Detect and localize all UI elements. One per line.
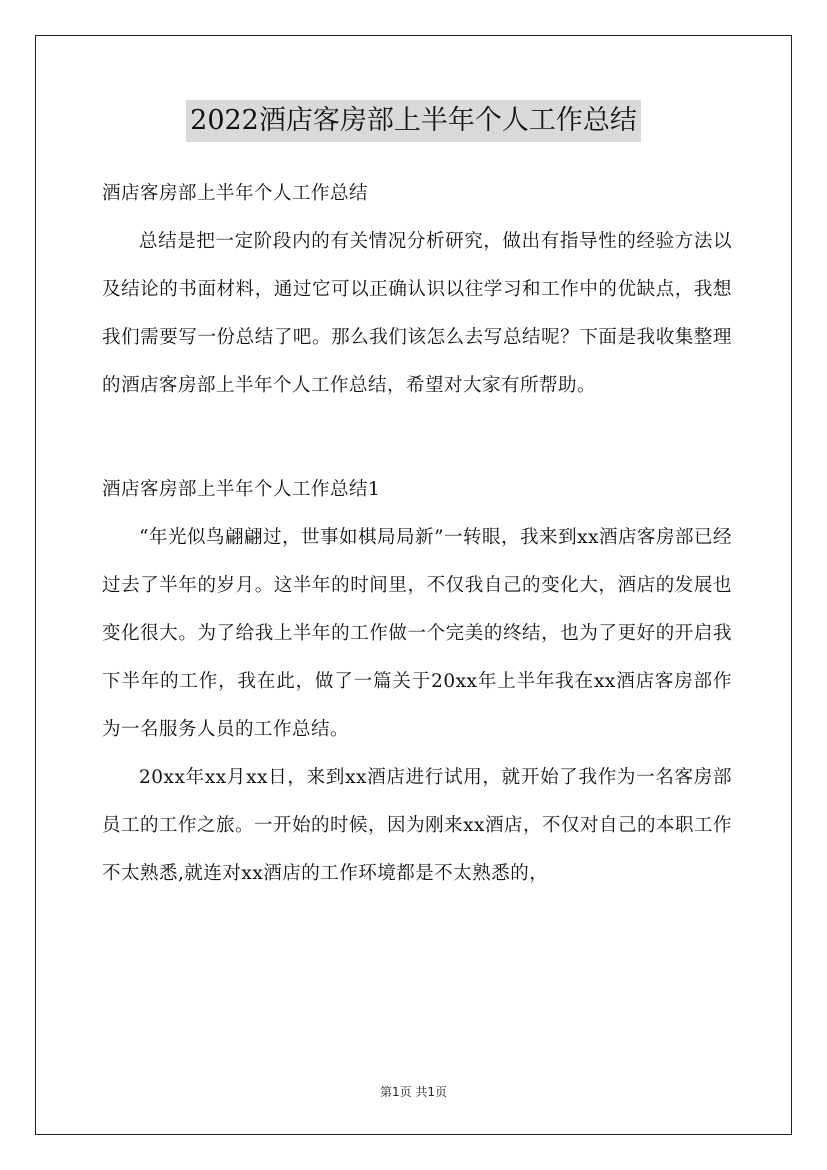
intro-paragraph: 总结是把一定阶段内的有关情况分析研究，做出有指导性的经验方法以及结论的书面材料，通过它可以正确认识以往学习和工作中的优缺点，我想我们需要写一份总结了吧。那么我们该怎么去写总结呢？下面是我收集整理的酒店客房部上半年个人工作总结，希望对大家有所帮助。 [102, 231, 732, 396]
document-body [102, 170, 732, 898]
section-paragraph-2: 20xx年xx月xx日，来到xx酒店进行试用，就开始了我作为一名客房部员工的工作之旅。一开始的时候，因为刚来xx酒店，不仅对自己的本职工作不太熟悉,就连对xx酒店的工作环境都是不太熟悉的， [102, 767, 732, 884]
paragraph-spacer [102, 410, 732, 466]
document-title: 2022酒店客房部上半年个人工作总结 [186, 100, 641, 142]
section-heading: 酒店客房部上半年个人工作总结1 [102, 479, 381, 500]
page-footer: 第1页 共1页 [379, 1085, 448, 1099]
document-subtitle: 酒店客房部上半年个人工作总结 [102, 183, 369, 204]
title-container [0, 100, 827, 142]
section-paragraph-1: “年光似鸟翩翩过，世事如棋局局新”一转眼，我来到xx酒店客房部已经过去了半年的岁月。这半年的时间里，不仅我自己的变化大，酒店的发展也变化很大。为了给我上半年的工作做一个完美的终结，也为了更好的开启我下半年的工作，我在此，做了一篇关于20xx年上半年我在xx酒店客房部作为一名服务人员的工作总结。 [102, 527, 732, 740]
